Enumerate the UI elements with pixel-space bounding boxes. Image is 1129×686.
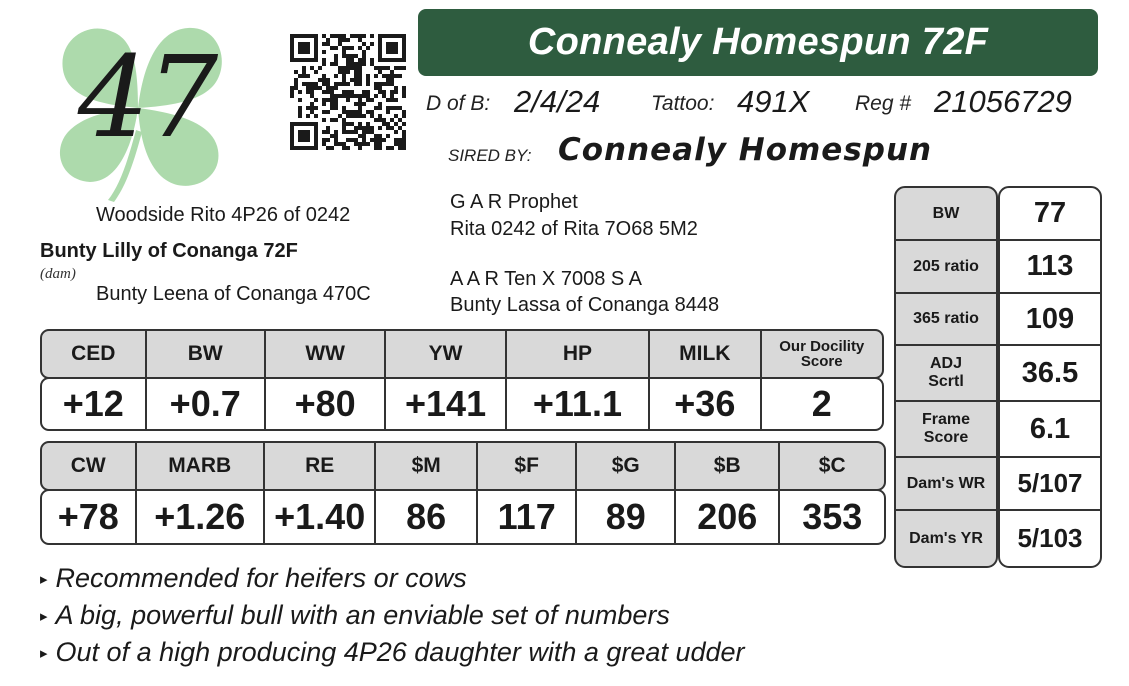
dam-label: (dam) xyxy=(40,266,76,282)
epd-header-row-2 xyxy=(40,441,886,491)
epd-header-marb: MARB xyxy=(137,443,265,489)
dam-dam: Bunty Leena of Conanga 470C xyxy=(96,283,371,305)
epd-header-row-1 xyxy=(40,329,884,379)
perf-label-bw: BW xyxy=(896,188,996,241)
epd-value-ced: +12 xyxy=(42,379,147,429)
perf-value-205: 113 xyxy=(1000,241,1100,294)
bullet-item xyxy=(40,637,745,668)
sire-dam: Rita 0242 of Rita 7O68 5M2 xyxy=(450,218,698,240)
epd-table-1 xyxy=(40,329,884,429)
dob-value: 2/4/24 xyxy=(514,84,601,119)
epd-header-c: $C xyxy=(818,454,846,477)
epd-header-cw: CW xyxy=(42,443,137,489)
epd-value-row-2 xyxy=(40,489,886,545)
perf-value-bw: 77 xyxy=(1000,188,1100,241)
performance-values xyxy=(998,186,1102,568)
epd-value-m: 86 xyxy=(376,491,478,543)
triangle-right-icon: ▸ xyxy=(40,644,48,662)
bullet-text: A big, powerful bull with an enviable set of numbers xyxy=(55,600,670,630)
bullet-item xyxy=(40,563,467,594)
bullet-text: Recommended for heifers or cows xyxy=(55,563,467,593)
perf-label-dams-wr: Dam's WR xyxy=(896,458,996,511)
animal-name: Connealy Homespun 72F xyxy=(527,21,989,63)
dam-sire-dam: Bunty Lassa of Conanga 8448 xyxy=(450,294,720,316)
performance-labels xyxy=(894,186,998,568)
dam-sire: Woodside Rito 4P26 of 0242 xyxy=(96,204,351,226)
performance-table xyxy=(894,186,1102,568)
perf-label-365: 365 ratio xyxy=(896,294,996,346)
epd-header-bw: BW xyxy=(147,331,266,377)
lot-number: 47 xyxy=(77,33,217,163)
epd-header-re: RE xyxy=(265,443,376,489)
epd-value-ww: +80 xyxy=(266,379,386,429)
sire-sire: G A R Prophet xyxy=(450,191,578,213)
perf-value-dams-yr: 5/103 xyxy=(1017,523,1083,553)
epd-value-docility: 2 xyxy=(811,383,832,424)
reg-value: 21056729 xyxy=(934,84,1072,119)
epd-value-marb: +1.26 xyxy=(137,491,265,543)
epd-header-ced: CED xyxy=(42,331,147,377)
epd-value-re: +1.40 xyxy=(265,491,376,543)
perf-value-frame-score: 6.1 xyxy=(1000,402,1100,458)
qr-code-icon xyxy=(290,34,406,150)
epd-header-g: $G xyxy=(577,443,676,489)
epd-header-f: $F xyxy=(478,443,578,489)
docility-header-line2: Score xyxy=(800,353,843,370)
epd-header-yw: YW xyxy=(386,331,506,377)
epd-value-yw: +141 xyxy=(386,379,506,429)
bullet-text: Out of a high producing 4P26 daughter with a great udder xyxy=(55,637,745,667)
epd-value-c: 353 xyxy=(802,496,863,537)
perf-label-205: 205 ratio xyxy=(896,241,996,294)
epd-value-b: 206 xyxy=(676,491,781,543)
dam-sire-sire: A A R Ten X 7008 S A xyxy=(450,268,643,290)
epd-value-hp: +11.1 xyxy=(507,379,650,429)
epd-value-f: 117 xyxy=(478,491,578,543)
reg-label: Reg # xyxy=(855,92,912,115)
perf-value-dams-wr: 5/107 xyxy=(1000,458,1100,511)
sired-by-label: SIRED BY: xyxy=(448,146,532,165)
title-bar xyxy=(418,9,1098,76)
perf-value-adj-scrtl: 36.5 xyxy=(1000,346,1100,402)
perf-label-dams-yr: Dam's YR xyxy=(909,529,983,547)
perf-label-adj-scrtl: ADJ Scrtl xyxy=(896,346,996,402)
epd-header-ww: WW xyxy=(266,331,386,377)
perf-label-frame-score: Frame Score xyxy=(896,402,996,458)
bullet-item xyxy=(40,600,670,631)
sire-name: Connealy Homespun xyxy=(558,132,933,168)
epd-header-m: $M xyxy=(376,443,478,489)
epd-value-g: 89 xyxy=(577,491,676,543)
epd-value-milk: +36 xyxy=(650,379,761,429)
triangle-right-icon: ▸ xyxy=(40,570,48,588)
epd-value-cw: +78 xyxy=(42,491,137,543)
tattoo-value: 491X xyxy=(737,84,810,119)
epd-value-row-1 xyxy=(40,377,884,431)
epd-header-docility xyxy=(762,331,882,377)
epd-header-b: $B xyxy=(676,443,781,489)
tattoo-label: Tattoo: xyxy=(651,92,715,115)
dam-name: Bunty Lilly of Conanga 72F xyxy=(40,240,298,262)
epd-header-milk: MILK xyxy=(650,331,761,377)
epd-table-2 xyxy=(40,441,886,545)
docility-header-line1: Our Docility xyxy=(779,338,865,355)
perf-value-365: 109 xyxy=(1000,294,1100,346)
epd-value-bw: +0.7 xyxy=(147,379,266,429)
epd-header-hp: HP xyxy=(507,331,650,377)
triangle-right-icon: ▸ xyxy=(40,607,48,625)
dob-label: D of B: xyxy=(426,92,491,115)
